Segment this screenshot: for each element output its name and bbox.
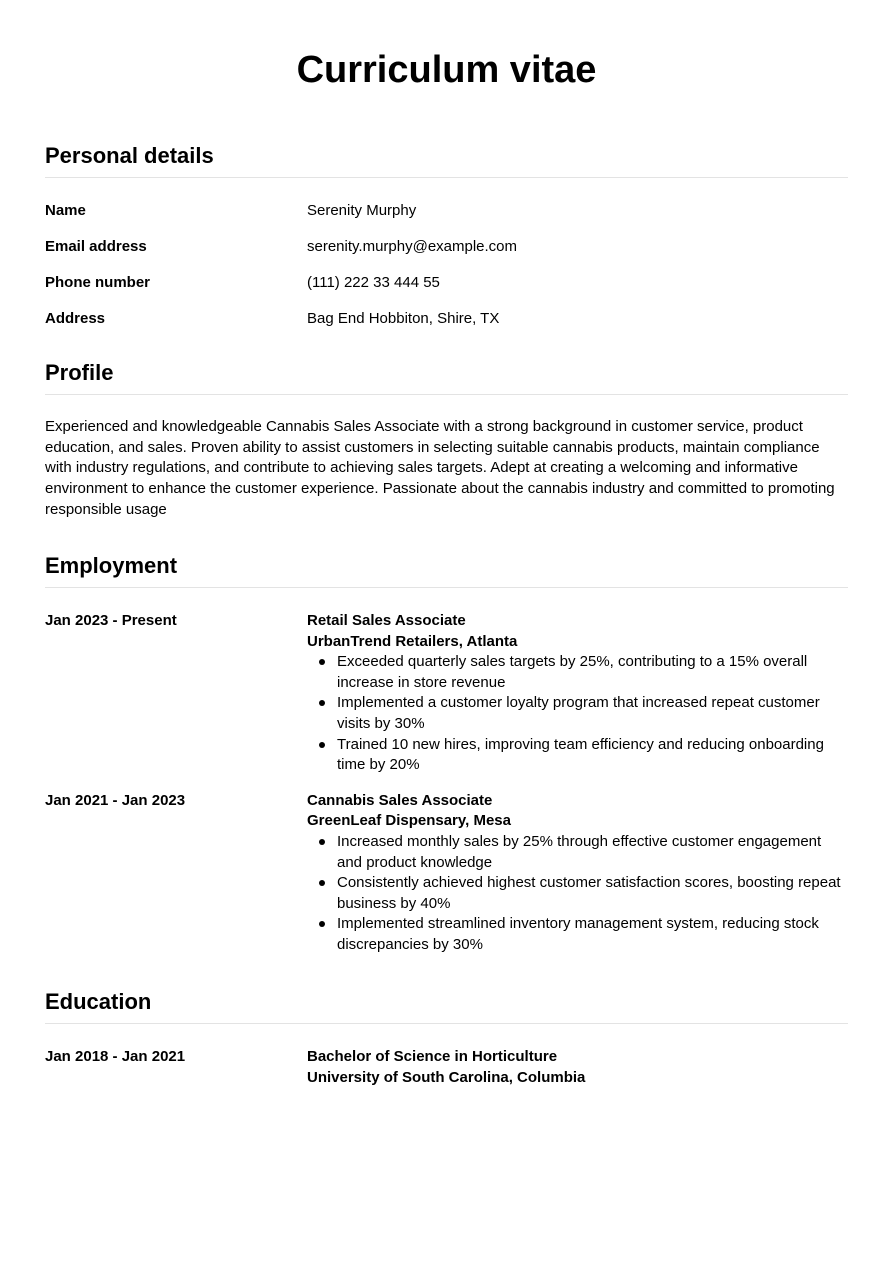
detail-row-address	[45, 309, 848, 345]
section-heading: Employment	[45, 553, 848, 588]
job-title: Retail Sales Associate	[307, 612, 466, 629]
achievement-item: Exceeded quarterly sales targets by 25%, contributing to a 15% overall increase in store revenue	[307, 652, 848, 693]
employment-details	[307, 611, 848, 776]
personal-details-section	[45, 143, 848, 345]
education-entry	[45, 1047, 848, 1088]
detail-value: Serenity Murphy	[307, 202, 417, 219]
profile-summary: Experienced and knowledgeable Cannabis Sales Associate with a strong background in customer service, product education, and sales. Proven ability to assist customers in selecting suitable cannabis products, maintain compliance with industry regulations, and contribute to achieving sales targets. Adept at creating a welcoming and informative environment to enhance the customer experience. Passionate about the cannabis industry and committed to promoting responsible usage	[45, 418, 835, 518]
achievement-item: Increased monthly sales by 25% through effective customer engagement and product knowledge	[307, 832, 848, 873]
employment-section	[45, 553, 848, 971]
employer: GreenLeaf Dispensary, Mesa	[307, 812, 511, 830]
detail-row-name	[45, 201, 848, 237]
achievement-item: Implemented streamlined inventory management system, reducing stock discrepancies by 30%	[307, 914, 848, 955]
profile-section	[45, 360, 848, 521]
employment-entry	[45, 791, 848, 956]
achievement-item: Trained 10 new hires, improving team efficiency and reducing onboarding time by 20%	[307, 735, 848, 776]
detail-row-email	[45, 237, 848, 273]
achievement-list	[307, 832, 848, 956]
achievement-list	[307, 652, 848, 776]
detail-label: Phone number	[45, 274, 151, 291]
cv-page	[45, 0, 848, 1086]
section-heading: Profile	[45, 360, 848, 395]
detail-value: Bag End Hobbiton, Shire, TX	[307, 310, 500, 327]
education-list	[45, 1047, 848, 1088]
degree: Bachelor of Science in Horticulture	[307, 1048, 558, 1065]
personal-details-list	[45, 201, 848, 345]
school: University of South Carolina, Columbia	[307, 1068, 586, 1086]
job-title: Cannabis Sales Associate	[307, 791, 493, 809]
employer: UrbanTrend Retailers, Atlanta	[307, 632, 518, 650]
detail-value: serenity.murphy@example.com	[307, 238, 518, 255]
detail-label: Email address	[45, 238, 147, 255]
detail-label: Address	[45, 310, 106, 327]
detail-row-phone	[45, 273, 848, 309]
education-dates: Jan 2018 - Jan 2021	[45, 1048, 186, 1065]
education-details	[307, 1047, 848, 1088]
employment-list	[45, 611, 848, 956]
employment-details	[307, 791, 848, 956]
education-section	[45, 989, 848, 1103]
employment-dates: Jan 2023 - Present	[45, 612, 177, 629]
document-title: Curriculum vitae	[296, 49, 597, 91]
achievement-item: Consistently achieved highest customer satisfaction scores, boosting repeat business by 40%	[307, 873, 848, 914]
section-heading: Personal details	[45, 143, 848, 178]
detail-value: (111) 222 33 444 55	[307, 274, 440, 291]
achievement-item: Implemented a customer loyalty program that increased repeat customer visits by 30%	[307, 693, 848, 734]
detail-label: Name	[45, 202, 86, 219]
employment-entry	[45, 611, 848, 776]
employment-dates: Jan 2021 - Jan 2023	[45, 791, 186, 809]
section-heading: Education	[45, 989, 848, 1024]
